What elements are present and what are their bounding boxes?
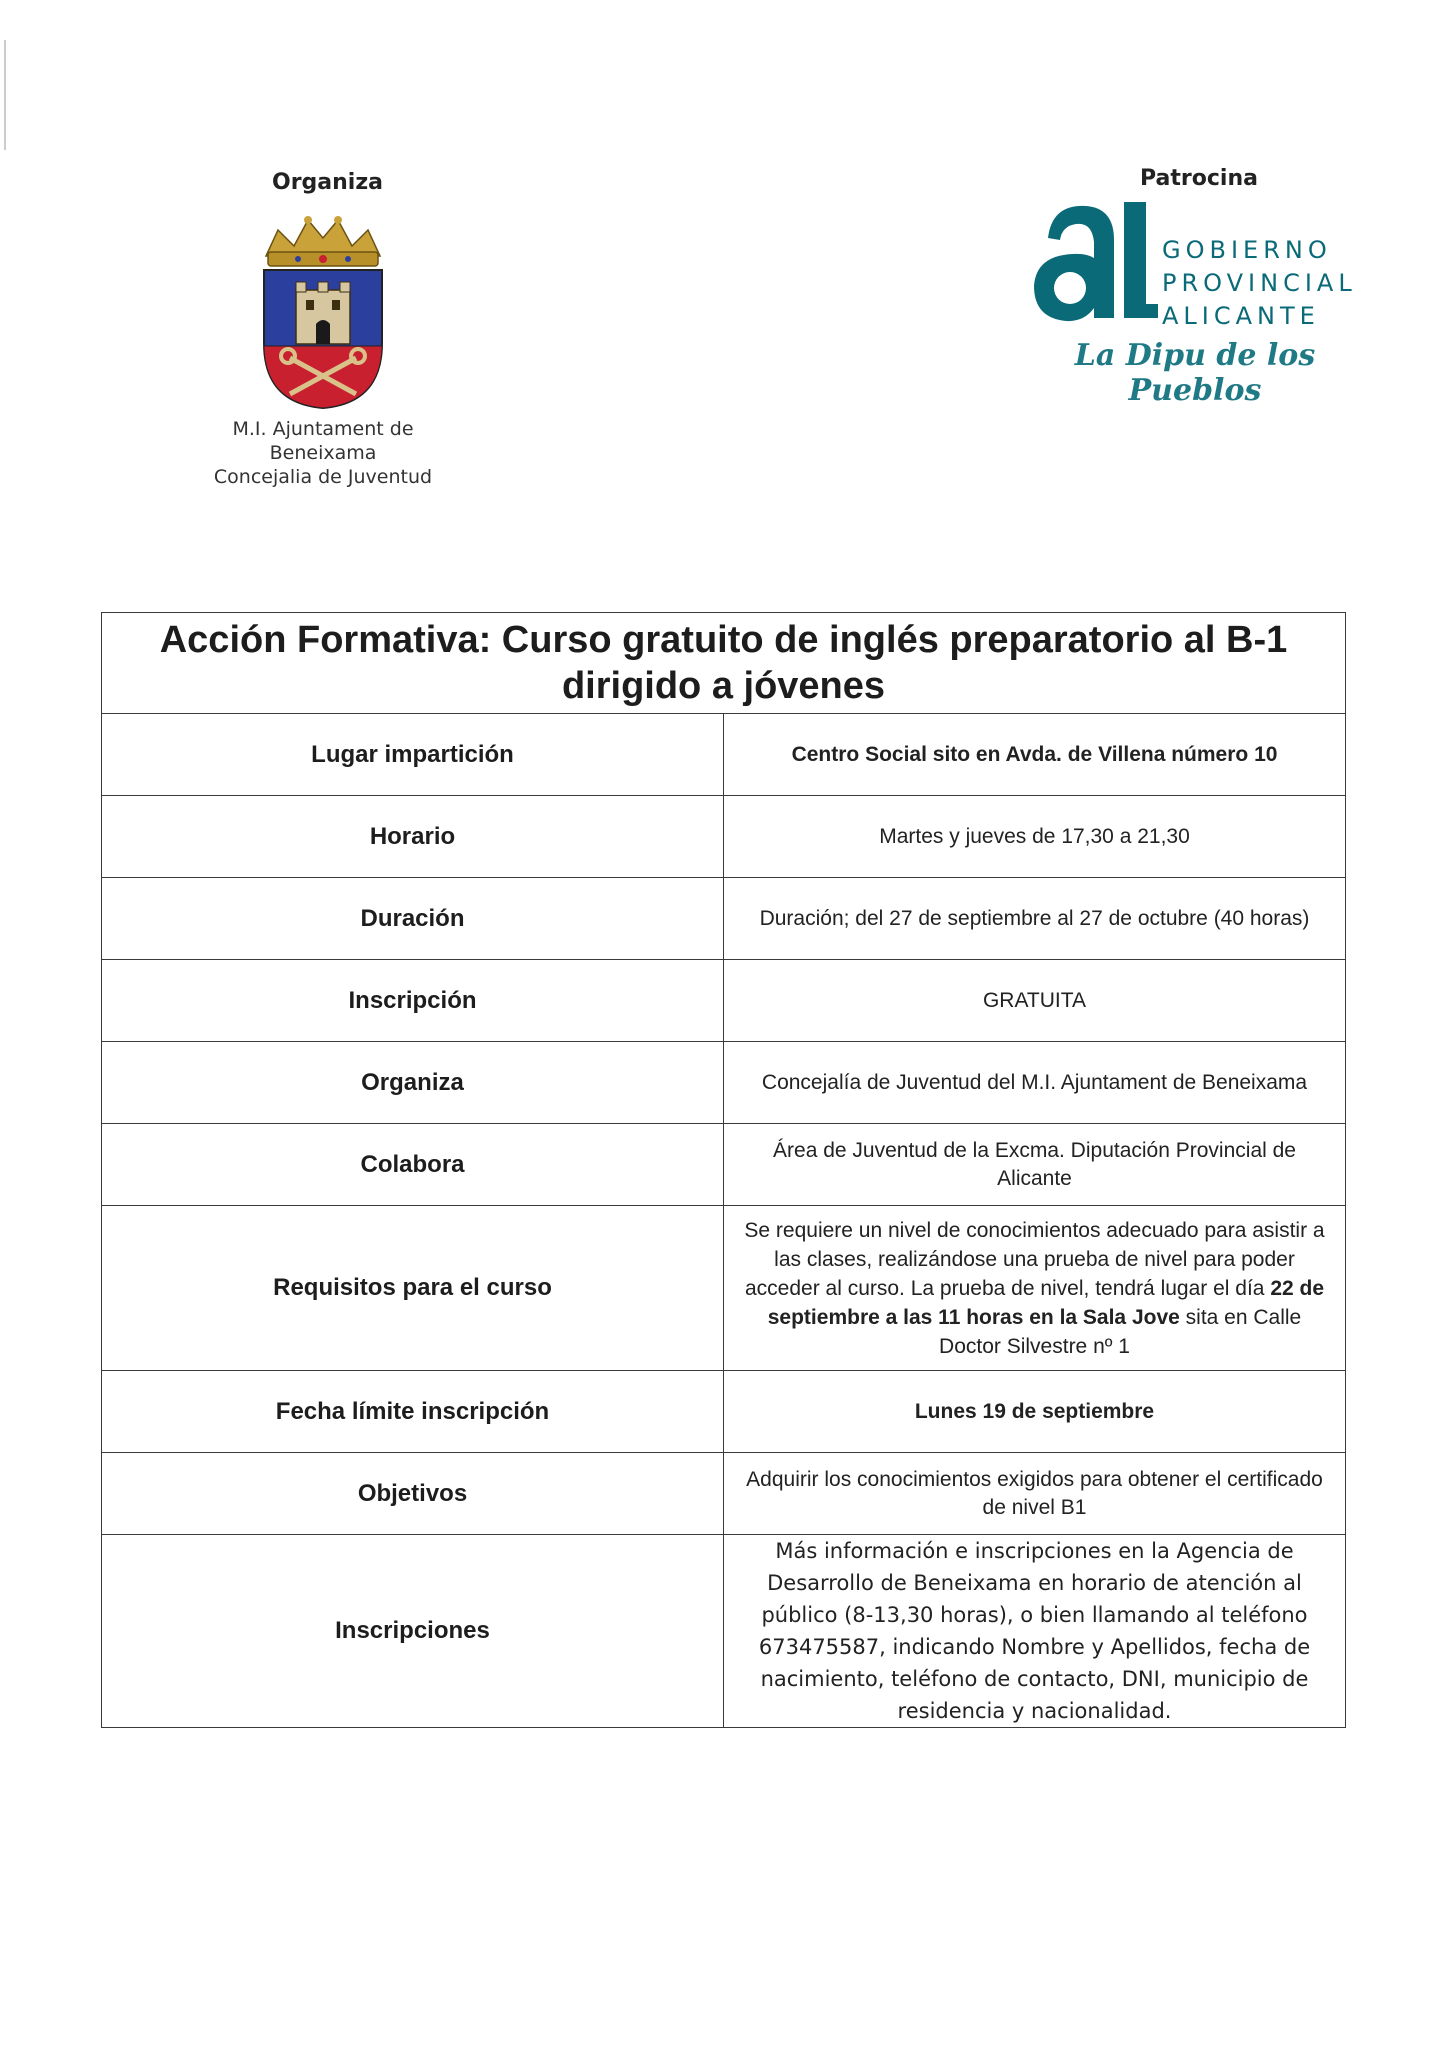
course-title: Acción Formativa: Curso gratuito de inglés preparatorio al B-1 dirigido a jóvenes [102, 613, 1346, 714]
row-label: Colabora [102, 1124, 724, 1206]
requirements-text-start: Se requiere un nivel de conocimientos adecuado para asistir a las clases, realizándose una prueba de nivel para poder acceder al curso. La prueba de nivel, tendrá lugar el día [744, 1218, 1325, 1300]
row-value [724, 1206, 1346, 1371]
row-value: Área de Juventud de la Excma. Diputación Provincial de Alicante [724, 1124, 1346, 1206]
row-value: Lunes 19 de septiembre [724, 1371, 1346, 1453]
table-row [102, 796, 1346, 878]
row-label: Objetivos [102, 1453, 724, 1535]
row-label: Organiza [102, 1042, 724, 1124]
scan-edge-mark [4, 40, 6, 150]
table-row [102, 1453, 1346, 1535]
table-row [102, 1371, 1346, 1453]
row-label: Duración [102, 878, 724, 960]
sponsor-line-alicante: ALICANTE [1162, 302, 1320, 330]
diputacion-al-logo-icon [1028, 200, 1158, 325]
sponsor-line-gobierno: GOBIERNO [1162, 236, 1332, 264]
row-label: Lugar impartición [102, 714, 724, 796]
row-value: Duración; del 27 de septiembre al 27 de octubre (40 horas) [724, 878, 1346, 960]
org-caption-line-3: Concejalia de Juventud [213, 466, 433, 488]
title-row [102, 613, 1346, 714]
table-row [102, 878, 1346, 960]
org-caption-line-2: Beneixama [269, 442, 377, 464]
row-value: Centro Social sito en Avda. de Villena número 10 [724, 714, 1346, 796]
course-info-table [101, 612, 1346, 1728]
row-value: GRATUITA [724, 960, 1346, 1042]
row-label: Horario [102, 796, 724, 878]
row-label: Inscripción [102, 960, 724, 1042]
row-label: Fecha límite inscripción [102, 1371, 724, 1453]
coat-of-arms-icon [258, 208, 388, 413]
patrocina-label: Patrocina [1140, 166, 1258, 191]
table-row [102, 1206, 1346, 1371]
row-value: Adquirir los conocimientos exigidos para obtener el certificado de nivel B1 [724, 1453, 1346, 1535]
table-row [102, 960, 1346, 1042]
sponsor-slogan: La Dipu de los Pueblos [1074, 338, 1316, 408]
row-value: Martes y jueves de 17,30 a 21,30 [724, 796, 1346, 878]
row-value: Concejalía de Juventud del M.I. Ajuntament de Beneixama [724, 1042, 1346, 1124]
row-value: Más información e inscripciones en la Agencia de Desarrollo de Beneixama en horario de atención al público (8-13,30 horas), o bien llamando al teléfono 673475587, indicando Nombre y Apellidos, fecha de nacimiento, teléfono de contacto, DNI, municipio de residencia y nacionalidad. [724, 1535, 1346, 1728]
row-label: Inscripciones [102, 1535, 724, 1728]
requirements-text-end: sita en Calle Doctor Silvestre nº 1 [939, 1305, 1302, 1358]
table-row [102, 1042, 1346, 1124]
requirements-text-bold: 22 de septiembre a las 11 horas en la Sala Jove [767, 1276, 1325, 1329]
table-row [102, 714, 1346, 796]
row-label: Requisitos para el curso [102, 1206, 724, 1371]
table-row [102, 1535, 1346, 1728]
org-caption-line-1: M.I. Ajuntament de [232, 418, 414, 440]
sponsor-line-provincial: PROVINCIAL [1162, 269, 1357, 297]
table-row [102, 1124, 1346, 1206]
organiza-label: Organiza [272, 170, 383, 195]
